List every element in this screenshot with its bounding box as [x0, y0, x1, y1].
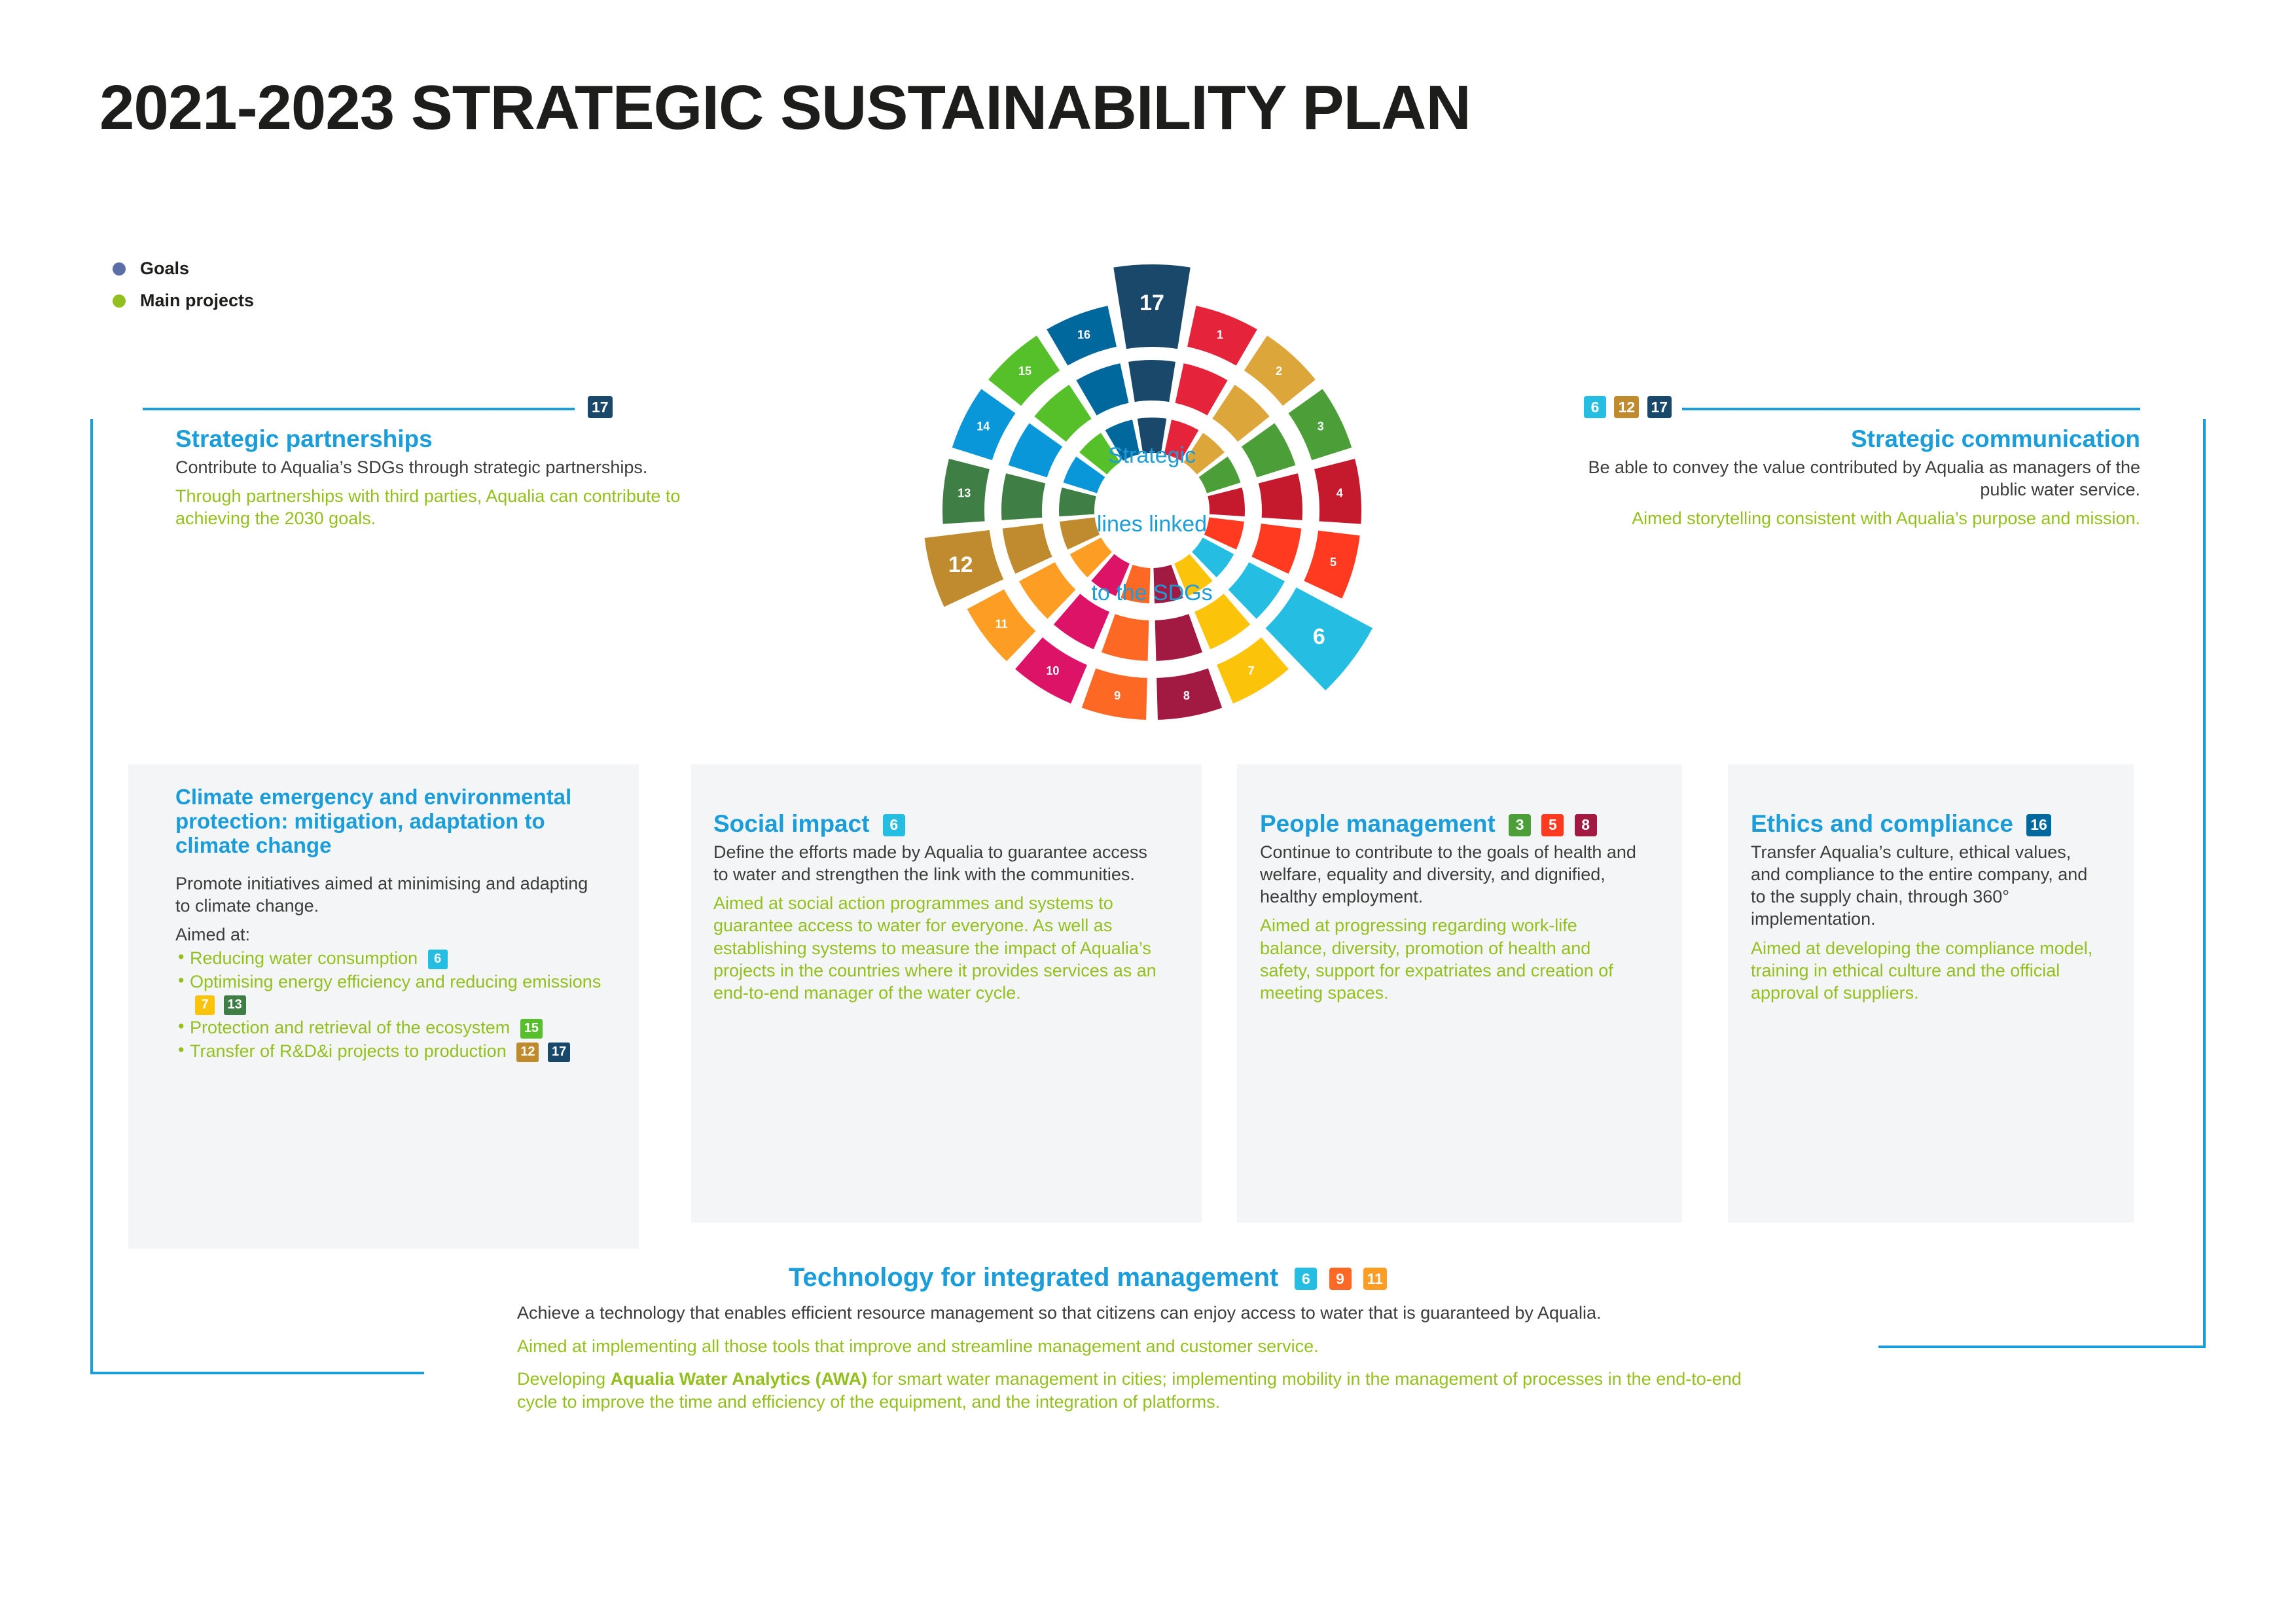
donut-label-17: 17 [1139, 291, 1164, 315]
tech-post: for smart water management in cities; implementing mobility in the management of processes in the end-to-end cycle to improve the time and efficiency of the equipment, and the integration of platforms. [517, 1369, 1742, 1412]
block-climate [175, 785, 607, 1063]
block-technology [517, 1263, 1761, 1423]
block-goal-text: Define the efforts made by Aqualia to guarantee access to water and strengthen the link with the communities. [713, 842, 1147, 885]
sdg-badge: 15 [520, 1019, 543, 1039]
sdg-badge: 17 [548, 1043, 570, 1062]
sdg-badge: 8 [1575, 814, 1597, 836]
donut-segment-17 [1128, 360, 1175, 402]
donut-label-13: 13 [958, 486, 971, 500]
climate-bullet-list [175, 947, 607, 1062]
donut-segment-4 [1208, 488, 1245, 516]
block-goal-text: Continue to contribute to the goals of health and welfare, equality and diversity, and dignified, healthy employment. [1260, 842, 1636, 907]
sdg-badge: 17 [588, 396, 613, 418]
block-strategic-communication [1571, 425, 2140, 529]
block-project-text-1: Aimed at implementing all those tools that improve and streamline management and customer service. [517, 1336, 1319, 1356]
donut-segment-5 [1251, 524, 1301, 574]
donut-segment-9 [1102, 614, 1149, 661]
block-ethics [1751, 810, 2104, 1004]
legend-item-projects [113, 291, 254, 311]
donut-segment-13 [1001, 473, 1045, 520]
rule-communication [1682, 408, 2140, 410]
list-item [175, 947, 607, 969]
frame-line-right [2203, 419, 2206, 1348]
legend-label: Goals [140, 259, 190, 278]
block-project-text: Through partnerships with third parties, Aqualia can contribute to achieving the 2030 goals. [175, 486, 681, 529]
communication-badges [1584, 396, 1672, 418]
sdg-badge: 6 [1584, 396, 1606, 418]
frame-line-right-bottom [1878, 1346, 2206, 1348]
sdg-badge: 6 [1295, 1268, 1317, 1290]
donut-label-2: 2 [1276, 365, 1283, 378]
tech-pre: Developing [517, 1369, 611, 1389]
donut-label-4: 4 [1336, 486, 1343, 500]
donut-label-16: 16 [1077, 328, 1090, 342]
tech-awa: Aqualia Water Analytics (AWA) [610, 1369, 868, 1389]
donut-segment-12 [1003, 524, 1052, 574]
block-project-text: Aimed at developing the compliance model, training in ethical culture and the official approval of suppliers. [1751, 938, 2093, 1003]
frame-line-left-bottom [90, 1372, 424, 1374]
block-goal-text: Contribute to Aqualia’s SDGs through strategic partnerships. [175, 457, 648, 478]
donut-label-10: 10 [1046, 664, 1060, 677]
page-title: 2021-2023 STRATEGIC SUSTAINABILITY PLAN [99, 73, 1471, 143]
aimed-label: Aimed at: [175, 924, 251, 944]
block-title: Ethics and compliance [1751, 810, 2013, 837]
sdg-badge: 5 [1541, 814, 1564, 836]
block-title-row [713, 810, 1158, 837]
frame-line-left [90, 419, 93, 1374]
legend-dot-icon [113, 262, 126, 276]
block-project-text: Aimed at progressing regarding work-life balance, diversity, promotion of health and safety, support for expatriates and creation of meeting spaces. [1260, 916, 1613, 1003]
sdg-badge: 11 [1363, 1268, 1387, 1290]
donut-label-9: 9 [1114, 689, 1121, 703]
donut-label-14: 14 [977, 419, 990, 433]
sdg-badge: 7 [195, 995, 215, 1015]
donut-segment-13 [1059, 488, 1096, 516]
block-title: Strategic communication [1850, 425, 2140, 452]
block-title: Social impact [713, 810, 870, 837]
sdg-badge: 12 [1614, 396, 1639, 418]
sdg-badge: 3 [1509, 814, 1531, 836]
list-item [175, 1040, 607, 1062]
block-title: Technology for integrated management [789, 1263, 1279, 1292]
legend-dot-icon [113, 294, 126, 308]
block-goal-text: Achieve a technology that enables efficient resource management so that citizens can enjoy access to water that is guaranteed by Aqualia. [517, 1303, 1602, 1323]
donut-label-11: 11 [995, 617, 1008, 631]
donut-label-15: 15 [1018, 365, 1031, 378]
block-people-management [1260, 810, 1646, 1004]
donut-label-3: 3 [1317, 419, 1324, 433]
block-goal-text: Promote initiatives aimed at minimising and adapting to climate change. [175, 873, 588, 916]
donut-segment-17 [1138, 418, 1166, 454]
center-line-2: lines linked [1096, 512, 1208, 537]
block-project-text: Aimed storytelling consistent with Aqualia’s purpose and mission. [1632, 508, 2140, 529]
center-line-3: to the SDGs [1091, 580, 1213, 606]
sdg-badge: 12 [516, 1043, 539, 1062]
sdg-badge: 9 [1329, 1268, 1352, 1290]
bullet-text: Transfer of R&D&i projects to production [190, 1041, 507, 1061]
sdg-badge: 17 [1647, 396, 1672, 418]
rule-partnerships [143, 408, 575, 410]
block-strategic-partnerships [175, 425, 719, 529]
block-goal-text: Be able to convey the value contributed by Aqualia as managers of the public water service. [1588, 457, 2140, 500]
legend-item-goals [113, 259, 254, 279]
block-title: People management [1260, 810, 1496, 837]
sdg-badge: 6 [883, 814, 905, 836]
center-line-1: Strategic [1107, 443, 1196, 469]
partnerships-badges [588, 396, 613, 418]
legend [113, 259, 254, 323]
block-project-text: Aimed at social action programmes and systems to guarantee access to water for everyone. As well as establishing systems to measure the impact of Aqualia’s projects in the countries where it provides services as an end-to-end manager of the water cycle. [713, 893, 1157, 1003]
block-title-row [1751, 810, 2104, 837]
donut-label-6: 6 [1312, 624, 1325, 649]
list-item [175, 971, 607, 1015]
block-title-row [789, 1263, 1761, 1293]
block-social-impact [713, 810, 1158, 1004]
donut-segment-8 [1155, 614, 1202, 661]
donut-label-1: 1 [1217, 328, 1224, 342]
bullet-text: Reducing water consumption [190, 948, 418, 968]
list-item [175, 1016, 607, 1039]
bullet-text: Protection and retrieval of the ecosystem [190, 1017, 511, 1037]
block-title: Strategic partnerships [175, 425, 433, 452]
sdg-badge: 16 [2026, 814, 2051, 836]
donut-label-7: 7 [1247, 664, 1255, 677]
donut-label-8: 8 [1183, 689, 1190, 703]
donut-segment-4 [1259, 473, 1302, 520]
bullet-text: Optimising energy efficiency and reducing emissions [190, 971, 601, 991]
sdg-donut-chart [844, 216, 1460, 805]
block-project-text-2 [517, 1368, 1761, 1413]
donut-label-12: 12 [948, 552, 973, 578]
donut-label-5: 5 [1329, 555, 1337, 569]
legend-label: Main projects [140, 291, 255, 310]
sdg-badge: 6 [428, 950, 448, 969]
sdg-badge: 13 [224, 995, 246, 1015]
block-title: Climate emergency and environmental protection: mitigation, adaptation to climate change [175, 785, 572, 857]
donut-svg [844, 216, 1460, 805]
block-title-row [1260, 810, 1646, 837]
block-goal-text: Transfer Aqualia’s culture, ethical values, and compliance to the entire company, and to the supply chain, through 360° implementation. [1751, 842, 2088, 929]
